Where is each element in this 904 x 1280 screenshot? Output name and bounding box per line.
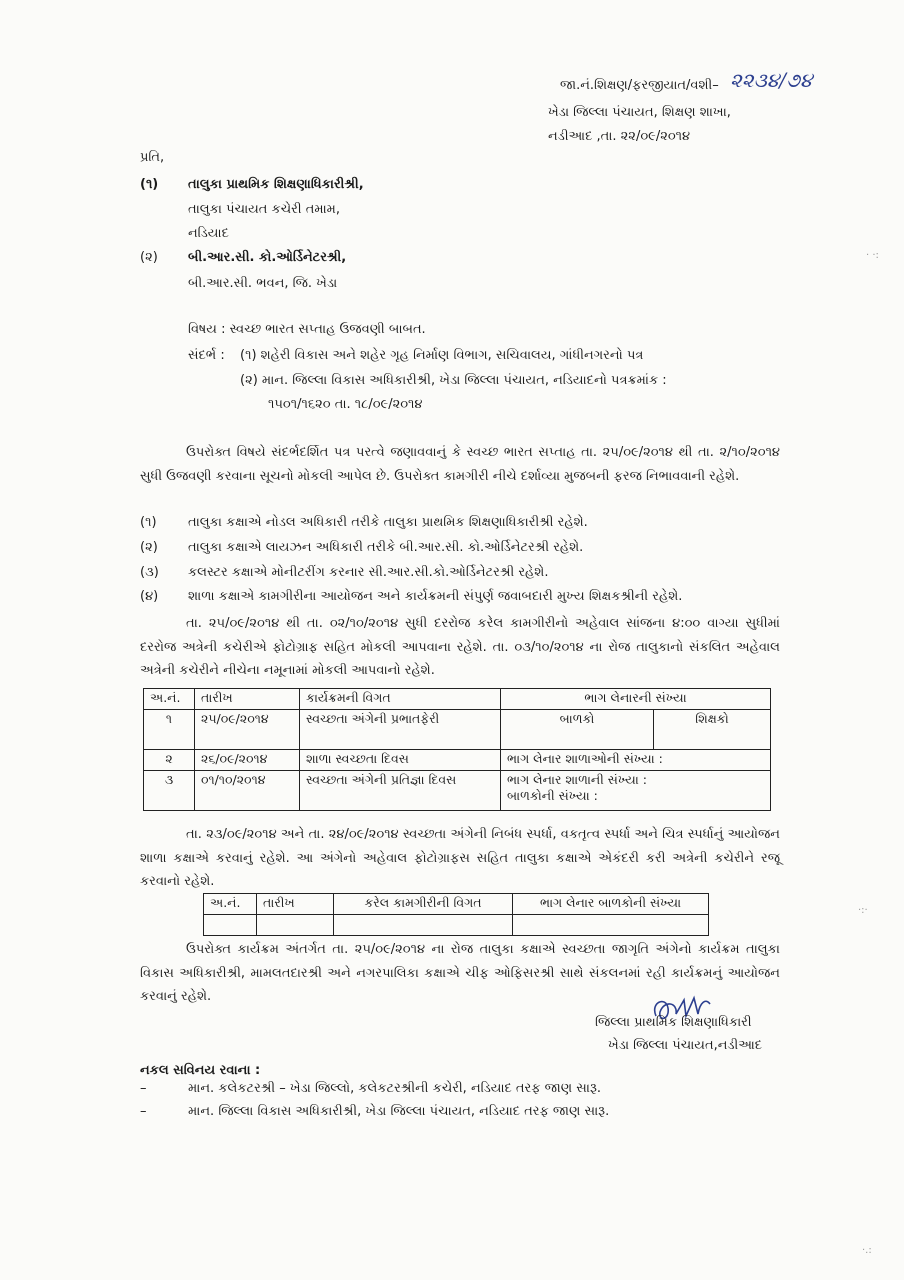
item-3-text: કલસ્ટર કક્ષાએ મોનીટરીંગ કરનાર સી.આર.સી.કો.ઓર્ડિનેટરશ્રી રહેશે.	[188, 565, 549, 580]
row-participation-children: બાળકોની સંખ્યા :	[507, 788, 598, 803]
header-cell: અ.નં.	[144, 689, 195, 710]
header-cell: તારીખ	[195, 689, 300, 710]
paragraph-daily-report: તા. ૨૫/૦૯/૨૦૧૪ થી તા. ૦૨/૧૦/૨૦૧૪ સુધી દરરોજ કરેલ કામગીરીનો અહેવાલ સાંજના ૪:૦૦ વાગ્યા સુધીમાં દરરોજ અત્રેની કચેરીએ ફોટોગ્રાફ સહિત મોકલી આપવાના રહેશે. તા. ૦૩/૧૦/૨૦૧૪ ના રોજ તાલુકાનો સંકલિત અહેવાલ અત્રેની કચેરીને નીચેના નમૂનામાં મોકલી આપવાનો રહેશે.	[140, 616, 780, 678]
header-cell: કાર્યક્રમની વિગત	[300, 689, 501, 710]
copy-2-text: માન. જિલ્લા વિકાસ અધિકારીશ્રી, ખેડા જિલ્લા પંચાયત, નડિયાદ તરફ જાણ સારૂ.	[188, 1104, 610, 1119]
paragraph-competitions: તા. ૨૩/૦૯/૨૦૧૪ અને તા. ૨૪/૦૯/૨૦૧૪ સ્વચ્છતા અંગેની નિબંધ સ્પર્ધા, વકતૃત્વ સ્પર્ધા અને ચિત્ર સ્પર્ધાનું આયોજન શાળા કક્ષાએ કરવાનું રહેશે. આ અંગેનો અહેવાલ ફોટોગ્રાફસ સહિત તાલુકા કક્ષાએ એકંદરી કરી અત્રેની કચેરીને રજૂ કરવાનો રહેશે.	[140, 827, 780, 889]
table-row	[144, 771, 771, 811]
reference-label: સંદર્ભ :	[188, 348, 225, 363]
empty-cell	[513, 915, 709, 936]
row-description: શાળા સ્વચ્છતા દિવસ	[300, 750, 501, 771]
item-4-number: (૪)	[140, 589, 159, 604]
copy-1-dash: –	[140, 1081, 147, 1096]
subject-line: વિષય : સ્વચ્છ ભારત સપ્તાહ ઉજવણી બાબત.	[188, 322, 426, 337]
table-header-row	[144, 689, 771, 710]
recipient-2-number: (૨)	[140, 250, 158, 265]
header-cell: ભાગ લેનારની સંખ્યા	[501, 689, 771, 710]
recipient-1-title: તાલુકા પ્રાથમિક શિક્ષણાધિકારીશ્રી,	[188, 177, 364, 192]
header-cell: તારીખ	[257, 894, 334, 915]
empty-cell	[257, 915, 334, 936]
row-participation	[501, 771, 771, 811]
table-row	[144, 750, 771, 771]
recipient-1-line3: નડિયાદ	[188, 226, 229, 241]
item-3-number: (૩)	[140, 565, 159, 580]
paragraph-awareness-program: ઉપરોક્ત કાર્યક્રમ અંતર્ગત તા. ૨૫/૦૯/૨૦૧૪ ના રોજ તાલુકા કક્ષાએ સ્વચ્છતા જાગૃતિ અંગેનો કાર્યક્રમ તાલુકા વિકાસ અધિકારીશ્રી, મામલતદારશ્રી અને નગરપાલિકા કક્ષાએ ચીફ ઓફિસરશ્રી સાથે સંકલનમાં રહી કાર્યક્રમનું આયોજન કરવાનું રહેશે.	[140, 942, 780, 1004]
handwritten-inward-number: ૨૨૩૪/૭૪	[730, 68, 813, 92]
recipient-1-number: (૧)	[140, 177, 159, 192]
row-participation: ભાગ લેનાર શાળાઓની સંખ્યા :	[501, 750, 771, 771]
reference-1: (૧) શહેરી વિકાસ અને શહેર ગૃહ નિર્માણ વિભાગ, સચિવાલય, ગાંધીનગરનો પત્ર	[240, 348, 644, 363]
row-participation-schools: ભાગ લેનાર શાળાની સંખ્યા :	[507, 772, 647, 787]
reference-number: જા.નં.શિક્ષણ/ફરજીયાત/વશી–	[560, 78, 719, 93]
item-4-text: શાળા કક્ષાએ કામગીરીના આયોજન અને કાર્યક્રમની સંપુર્ણ જવાબદારી મુખ્ય શિક્ષકશ્રીની રહેશે.	[188, 589, 683, 604]
prati-label: પ્રતિ,	[140, 150, 165, 165]
signature-office: ખેડા જિલ્લા પંચાયત,નડીઆદ	[608, 1038, 763, 1053]
paragraph-intro: ઉપરોક્ત વિષયે સંદર્ભદર્શિત પત્ર પરત્વે જણાવવાનું કે સ્વચ્છ ભારત સપ્તાહ તા. ૨૫/૦૯/૨૦૧૪ થી તા. ૨/૧૦/૨૦૧૪ સુધી ઉજવણી કરવાના સૂચનો મોકલી આપેલ છે. ઉપરોક્ત કામગીરી નીચે દર્શાવ્યા મુજબની ફરજ નિભાવવાની રહેશે.	[140, 445, 780, 484]
row-number: ૩	[144, 771, 195, 811]
row-number: ૧	[144, 710, 195, 750]
header-cell: અ.નં.	[204, 894, 257, 915]
empty-cell	[334, 915, 513, 936]
item-1-number: (૧)	[140, 515, 157, 530]
activity-table	[203, 893, 709, 936]
item-1-text: તાલુકા કક્ષાએ નોડલ અધિકારી તરીકે તાલુકા પ્રાથમિક શિક્ષણાધિકારીશ્રી રહેશે.	[188, 515, 588, 530]
office-name: ખેડા જિલ્લા પંચાયત, શિક્ષણ શાખા,	[548, 105, 731, 120]
row-date: ૨૬/૦૯/૨૦૧૪	[195, 750, 300, 771]
row-description: સ્વચ્છતા અંગેની પ્રતિજ્ઞા દિવસ	[300, 771, 501, 811]
sub-header-children: બાળકો	[501, 710, 654, 750]
item-2-text: તાલુકા કક્ષાએ લાયઝન અધિકારી તરીકે બી.આર.સી. કો.ઓર્ડિનેટરશ્રી રહેશે.	[188, 540, 584, 555]
header-cell: કરેલ કામગીરીની વિગત	[334, 894, 513, 915]
row-description: સ્વચ્છતા અંગેની પ્રભાતફેરી	[300, 710, 501, 750]
row-date: ૨૫/૦૯/૨૦૧૪	[195, 710, 300, 750]
reference-2: (૨) માન. જિલ્લા વિકાસ અધિકારીશ્રી, ખેડા જિલ્લા પંચાયત, નડિયાદનો પત્રક્રમાંક :	[240, 373, 667, 388]
row-number: ૨	[144, 750, 195, 771]
scan-speck: ·.:	[862, 1245, 872, 1256]
table-row	[144, 710, 771, 750]
copy-2-dash: –	[140, 1104, 147, 1119]
copy-1-text: માન. કલેકટરશ્રી – ખેડા જિલ્લો, કલેકટરશ્રીની કચેરી, નડિયાદ તરફ જાણ સારૂ.	[188, 1081, 601, 1096]
reference-2-number: ૧૫૦૧/૧૬૨૦ તા. ૧૮/૦૯/૨૦૧૪	[268, 397, 423, 412]
signature-designation: જિલ્લા પ્રાથમિક શિક્ષણાધિકારી	[595, 1015, 752, 1030]
item-2-number: (૨)	[140, 540, 158, 555]
recipient-2-title: બી.આર.સી. કો.ઓર્ડિનેટરશ્રી,	[188, 250, 347, 265]
scan-speck: ·:·	[858, 905, 868, 916]
place-date: નડીઆદ ,તા. ૨૨/૦૯/૨૦૧૪	[548, 129, 691, 144]
scan-speck: · ·:	[866, 250, 879, 261]
table-row	[204, 915, 709, 936]
copy-to-title: નકલ સવિનય રવાના :	[140, 1063, 261, 1078]
recipient-2-line2: બી.આર.સી. ભવન, જિ. ખેડા	[188, 276, 338, 291]
header-cell: ભાગ લેનાર બાળકોની સંખ્યા	[513, 894, 709, 915]
program-table	[143, 688, 771, 811]
table-header-row	[204, 894, 709, 915]
empty-cell	[204, 915, 257, 936]
recipient-1-line2: તાલુકા પંચાયત કચેરી તમામ,	[188, 202, 340, 217]
sub-header-teachers: શિક્ષકો	[654, 710, 771, 750]
row-date: ૦૧/૧૦/૨૦૧૪	[195, 771, 300, 811]
